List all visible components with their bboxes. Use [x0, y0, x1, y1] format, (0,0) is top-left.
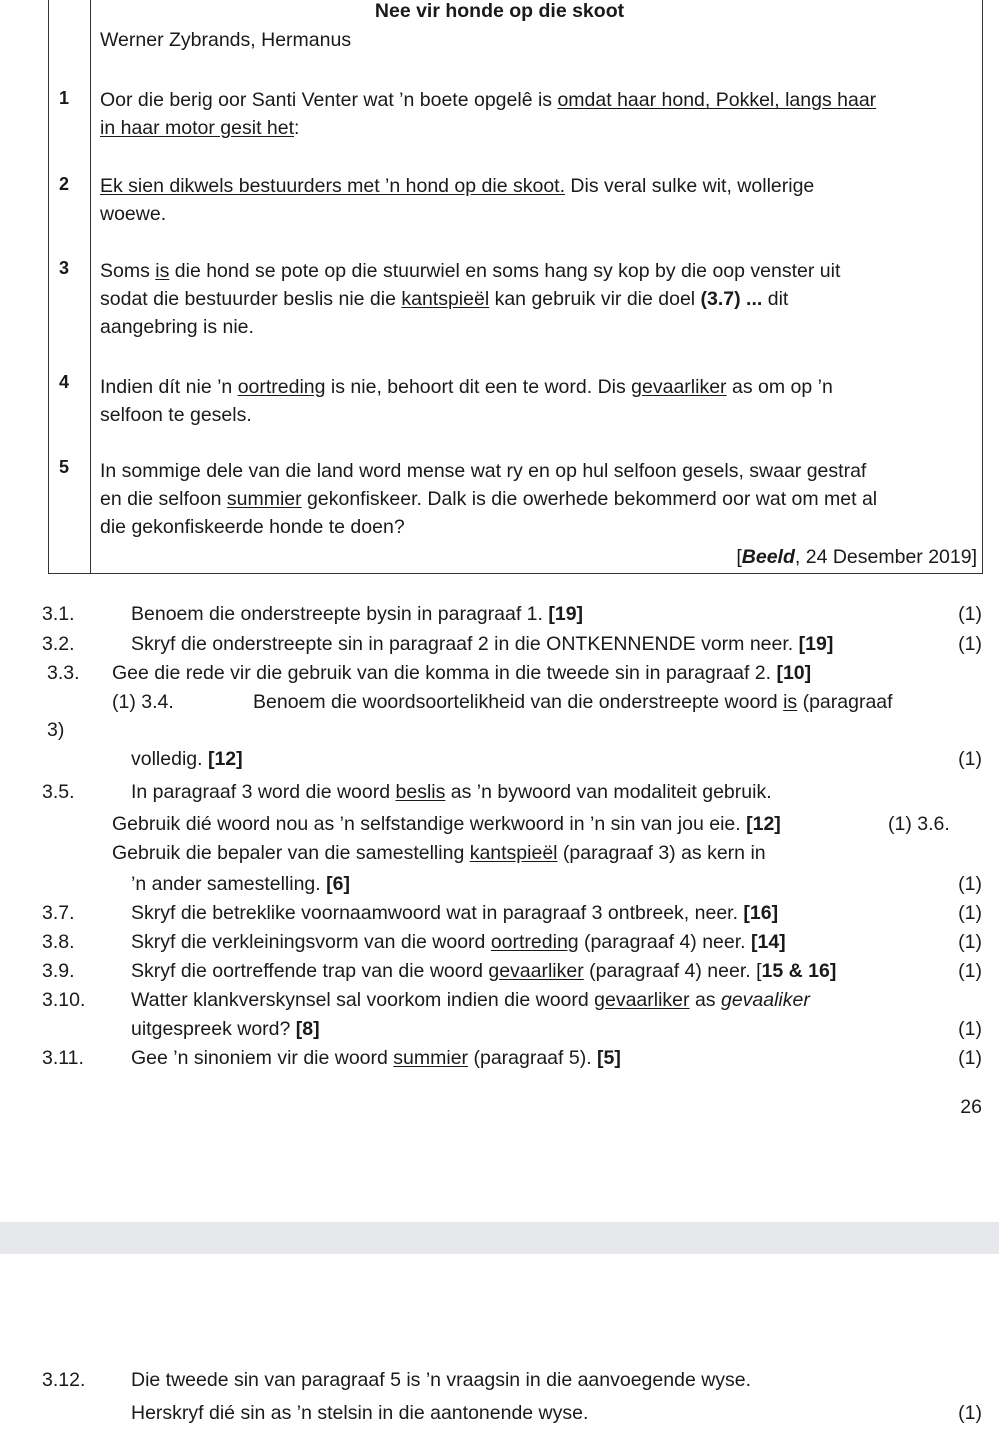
paragraph-3 [100, 257, 970, 341]
number-column-divider [90, 0, 91, 574]
paragraph-2-line-1: Ek sien dikwels bestuurders met ’n hond op die skoot. Dis veral sulke wit, wollerige [100, 175, 815, 197]
question-3-6: Gebruik die bepaler van die samestelling kantspieël (paragraaf 3) as kern in [112, 842, 766, 864]
article-author: Werner Zybrands, Hermanus [100, 29, 352, 51]
paragraph-5 [100, 457, 970, 541]
question-3-4-cont: 3) [47, 719, 65, 741]
underlined-word-oortreding: oortreding [237, 376, 326, 398]
mark-3-6: (1) [958, 873, 982, 895]
paragraph-3-line-3: aangebring is nie. [100, 316, 254, 338]
paragraph-1-line-1: Oor die berig oor Santi Venter wat ’n boete opgelê is omdat haar hond, Pokkel, langs haar [100, 89, 877, 111]
paragraph-number-3: 3 [59, 258, 70, 278]
page-number: 26 [960, 1096, 982, 1118]
paragraph-number-4: 4 [59, 372, 70, 392]
paragraph-1-line-2: in haar motor gesit het: [100, 117, 300, 139]
underlined-clause: omdat haar hond, Pokkel, langs haar [557, 89, 877, 111]
paragraph-1 [100, 86, 970, 142]
mark-3-4: (1) [958, 748, 982, 770]
paragraph-5-line-3: die gekonfiskeerde honde te doen? [100, 516, 405, 538]
mark-3-12: (1) [958, 1402, 982, 1424]
page-two: 3.12. Die tweede sin van paragraaf 5 is ’n vraagsin in die aanvoegende wyse. Herskryf dié sin as ’n stelsin in die aantonende wyse. (1) [0, 1254, 999, 1430]
mark-3-8: (1) [958, 931, 982, 953]
mark-3-10: (1) [958, 1018, 982, 1040]
mark-3-1: (1) [958, 603, 982, 625]
page-break-gap [0, 1222, 999, 1254]
mark-3-9: (1) [958, 960, 982, 982]
source-publication: Beeld [741, 546, 795, 568]
paragraph-4 [100, 373, 970, 429]
article-source: [Beeld, 24 Desember 2019] [736, 546, 977, 568]
underlined-word-gevaarliker: gevaarliker [631, 376, 727, 398]
mark-3-2: (1) [958, 633, 982, 655]
paragraph-number-5: 5 [59, 457, 70, 477]
paragraph-number-2: 2 [59, 174, 70, 194]
paragraph-4-line-1: Indien dít nie ’n oortreding is nie, behoort dit een te word. Dis gevaarliker as om op ’n [100, 376, 833, 398]
underlined-clause-cont: in haar motor gesit het [100, 117, 295, 139]
paragraph-5-line-2: en die selfoon summier gekonfiskeer. Dalk is die owerhede bekommerd oor wat om met al [100, 488, 878, 510]
underlined-word-is: is [155, 260, 170, 282]
paragraph-2-line-2: woewe. [100, 203, 167, 225]
paragraph-number-1: 1 [59, 88, 70, 108]
underlined-sentence: Ek sien dikwels bestuurders met ’n hond op die skoot. [100, 175, 566, 197]
paragraph-3-line-2: sodat die bestuurder beslis nie die kantspieël kan gebruik vir die doel (3.7) ... dit [100, 288, 789, 310]
paragraph-3-line-1: Soms is die hond se pote op die stuurwiel en soms hang sy kop by die oop venster uit [100, 260, 841, 282]
mark-3-7: (1) [958, 902, 982, 924]
page-one: Nee vir honde op die skoot Werner Zybrands, Hermanus 1 Oor die berig oor Santi Venter wat ’n boete opgelê is omdat haar hond, Pokkel, langs haar in haar motor gesit het: 2 Ek sien dikwels bestuurders met ’n hond op die skoot. Dis veral sulke wit, wollerige woewe. 3 Soms is die hond se pote op die stuurwiel en soms hang sy kop by die oop venster uit sodat die bestuurder beslis nie die kantspieël kan gebruik vir die doel (3.7) ... dit aangebring is nie. 4 Indien dít nie ’n oortreding is nie, behoort dit een te word. Dis gevaarliker as om op ’n selfoon te gesels. 5 In sommige dele van die land word mense wat ry en op hul selfoon gesels, swaar gestraf en die selfoon summier gekonfiskeer. Dalk is die owerhede bekommerd oor wat om met al die gekonfiskeerde honde te doen? [Beeld, 24 Desember 2019] 3.1. Benoem die onderstreepte bysin in paragraaf 1. [19] (1) 3.2. Skryf die onderstreepte sin in paragraaf 2 in die ONTKENNENDE vorm neer. [19] (1) 3.3. Gee die rede vir die gebruik van die komma in die tweede sin in paragraaf 2. [10] (1) 3.4. Benoem die woordsoortelikheid van die onderstreepte woord is (paragraaf 3) volledig. [12] (1) 3.5. In paragraaf 3 word die woord beslis as ’n bywoord van modaliteit gebruik. Gebruik dié woord nou as ’n selfstandige werkwoord in ’n sin van jou eie. [12] (1) 3.6. Gebruik die bepaler van die samestelling kantspieël (paragraaf 3) as kern in ’n ander samestelling. [6] (1) 3.7. Skryf die betreklike voornaamwoord wat in paragraaf 3 ontbreek, neer. [16] (1) 3.8. Skryf die verkleiningsvorm van die woord oortreding (paragraaf 4) neer. [14] (1) 3.9. Skryf die oortreffende trap van die woord gevaarliker (paragraaf 4) neer. [15 & 16] (1) 3.10. Watter klankverskynsel sal voorkom indien die woord gevaarliker as gevaaliker uitgespreek word? [8] (1) 3.11. Gee ’n sinoniem vir die woord summier (paragraaf 5). [5] (1) 26 [0, 0, 999, 1222]
blank-reference: (3.7) ... [700, 288, 763, 310]
underlined-word-summier: summier [226, 488, 302, 510]
paragraph-5-line-1: In sommige dele van die land word mense wat ry en op hul selfoon gesels, swaar gestraf [100, 460, 867, 482]
paragraph-4-line-2: selfoon te gesels. [100, 404, 252, 426]
underlined-word-kantspieel: kantspieël [401, 288, 490, 310]
mark-3-11: (1) [958, 1047, 982, 1069]
paragraph-2 [100, 172, 970, 228]
article-title: Nee vir honde op die skoot [374, 0, 625, 22]
